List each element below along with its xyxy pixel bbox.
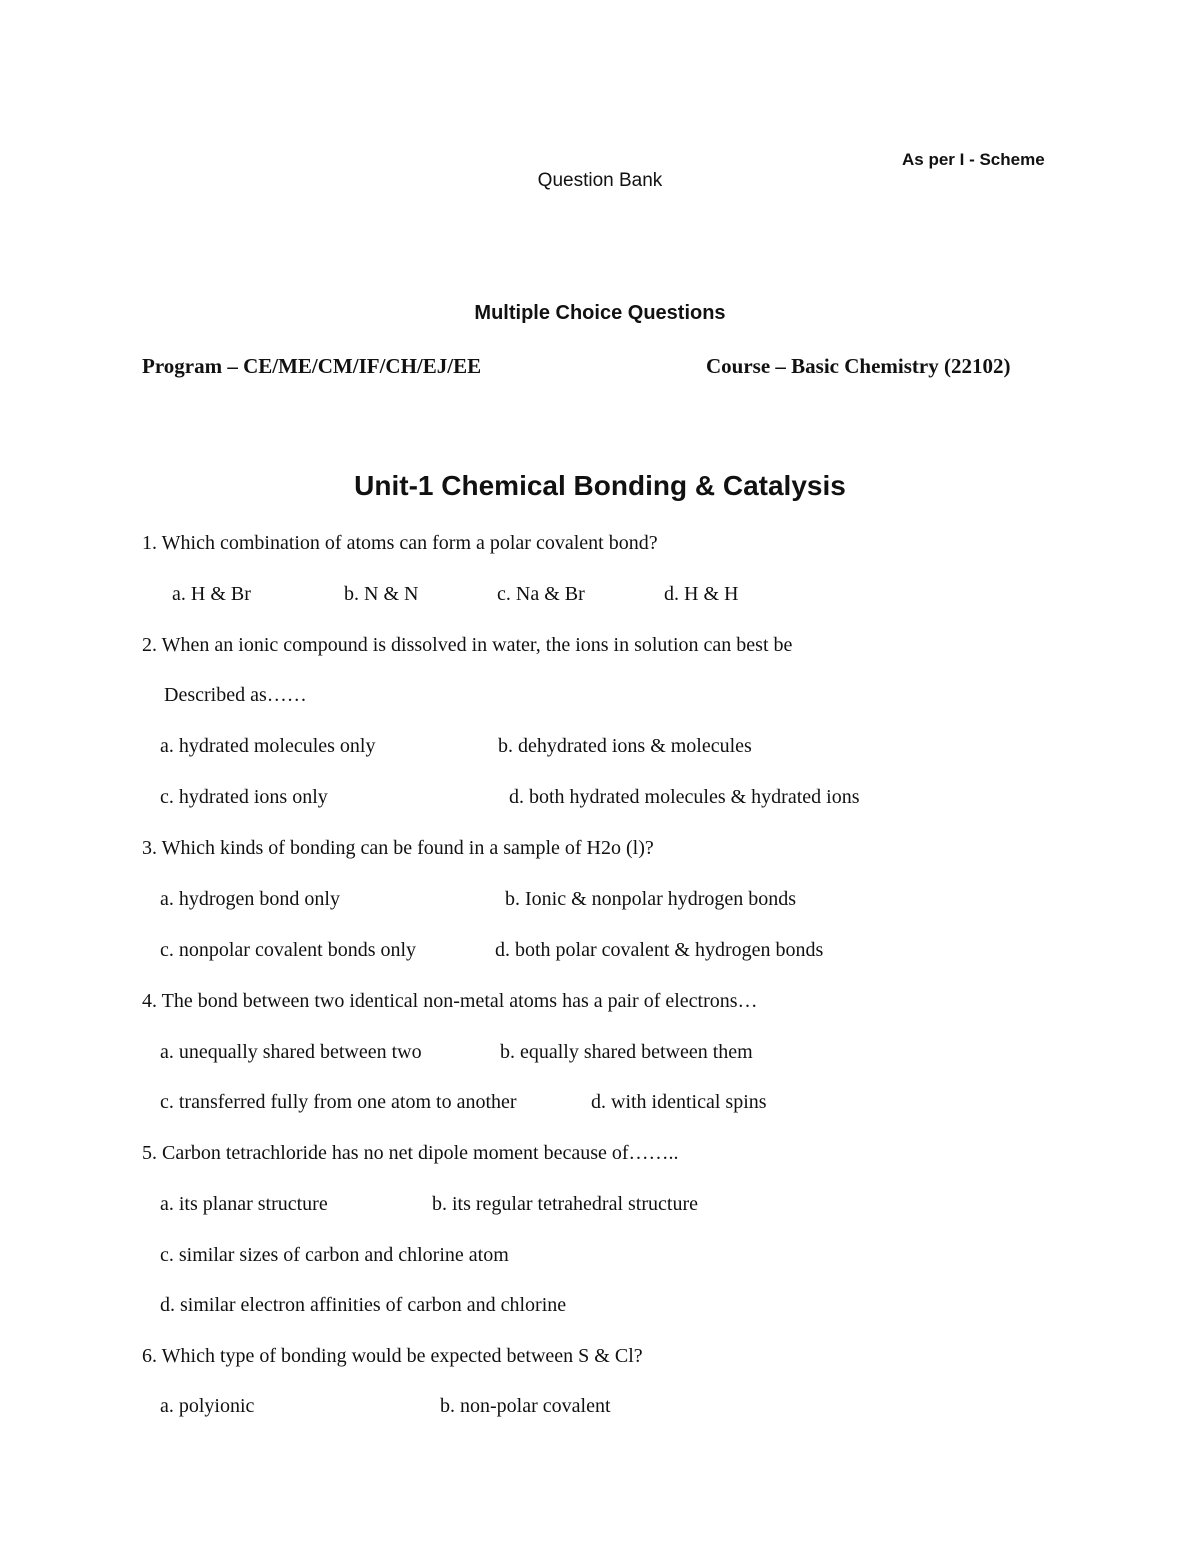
- answer-option: a. its planar structure: [160, 1193, 328, 1215]
- answer-option: c. nonpolar covalent bonds only: [160, 939, 417, 961]
- answer-option: a. unequally shared between two: [160, 1041, 422, 1063]
- question-text-continued: Described as……: [164, 684, 307, 706]
- question-text: 1. Which combination of atoms can form a polar covalent bond?: [142, 532, 658, 554]
- answer-option: a. hydrogen bond only: [160, 888, 340, 910]
- answer-option: b. non-polar covalent: [440, 1395, 611, 1417]
- question-text: 5. Carbon tetrachloride has no net dipole moment because of……..: [142, 1142, 679, 1164]
- scheme-label: As per I - Scheme: [902, 150, 1045, 169]
- question-text: 3. Which kinds of bonding can be found in a sample of H2o (l)?: [142, 837, 654, 859]
- answer-option: d. similar electron affinities of carbon and chlorine: [160, 1294, 567, 1316]
- answer-option: a. hydrated molecules only: [160, 735, 376, 757]
- answer-option: d. with identical spins: [591, 1091, 767, 1113]
- unit-title: Unit-1 Chemical Bonding & Catalysis: [354, 470, 846, 501]
- answer-option: c. similar sizes of carbon and chlorine atom: [160, 1244, 509, 1266]
- answer-option: d. both polar covalent & hydrogen bonds: [495, 939, 824, 961]
- answer-option: b. Ionic & nonpolar hydrogen bonds: [505, 888, 797, 910]
- answer-option: b. equally shared between them: [500, 1041, 753, 1063]
- answer-option: c. Na & Br: [497, 583, 585, 605]
- answer-option: d. H & H: [664, 583, 739, 605]
- answer-option: c. transferred fully from one atom to another: [160, 1091, 517, 1113]
- answer-option: c. hydrated ions only: [160, 786, 328, 808]
- answer-option: d. both hydrated molecules & hydrated ions: [509, 786, 860, 808]
- program-label: Program – CE/ME/CM/IF/CH/EJ/EE: [142, 354, 482, 378]
- question-text: 6. Which type of bonding would be expected between S & Cl?: [142, 1345, 643, 1367]
- course-label: Course – Basic Chemistry (22102): [706, 354, 1011, 378]
- answer-option: a. polyionic: [160, 1395, 255, 1417]
- question-text: 4. The bond between two identical non-metal atoms has a pair of electrons…: [142, 990, 758, 1012]
- question-text: 2. When an ionic compound is dissolved in water, the ions in solution can best be: [142, 634, 793, 656]
- document-title: Question Bank: [537, 170, 663, 191]
- answer-option: a. H & Br: [172, 583, 251, 605]
- answer-option: b. its regular tetrahedral structure: [432, 1193, 698, 1215]
- answer-option: b. N & N: [344, 583, 419, 605]
- section-title: Multiple Choice Questions: [474, 302, 726, 324]
- answer-option: b. dehydrated ions & molecules: [498, 735, 752, 757]
